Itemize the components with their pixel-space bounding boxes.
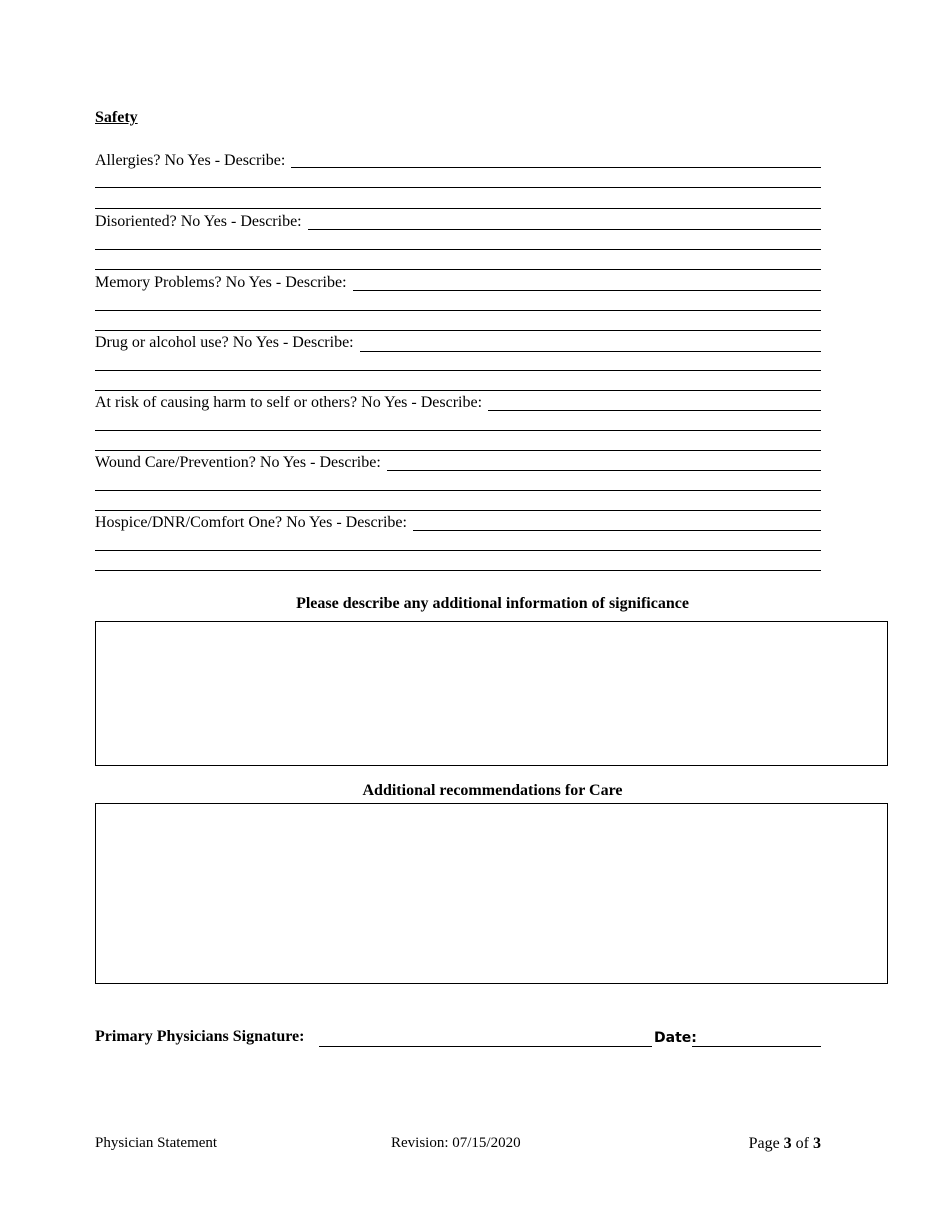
footer-revision: Revision: 07/15/2020 [391, 1135, 521, 1151]
question-label: Drug or alcohol use? No Yes - Describe: [95, 333, 360, 353]
answer-line[interactable] [95, 390, 821, 391]
question-label: Allergies? No Yes - Describe: [95, 151, 291, 171]
page-prefix: Page [748, 1135, 780, 1152]
recommendations-textarea[interactable] [95, 803, 888, 984]
page-of: of [795, 1135, 809, 1152]
recommendations-title: Additional recommendations for Care [362, 782, 623, 799]
date-label: Date: [654, 1030, 697, 1046]
question-label: Memory Problems? No Yes - Describe: [95, 273, 353, 293]
answer-line[interactable] [95, 208, 821, 209]
answer-line[interactable] [95, 570, 821, 571]
signature-line[interactable] [319, 1046, 652, 1047]
answer-line[interactable] [95, 430, 821, 431]
date-line[interactable] [692, 1046, 821, 1047]
footer-page-number [749, 1135, 821, 1153]
answer-line[interactable] [95, 249, 821, 250]
section-heading-safety: Safety [95, 109, 138, 126]
signature-label: Primary Physicians Signature: [95, 1028, 305, 1045]
question-label: Disoriented? No Yes - Describe: [95, 212, 308, 232]
answer-line[interactable] [95, 450, 821, 451]
question-label: Hospice/DNR/Comfort One? No Yes - Describe: [95, 513, 413, 533]
answer-line[interactable] [95, 370, 821, 371]
question-label: Wound Care/Prevention? No Yes - Describe: [95, 453, 387, 473]
question-label: At risk of causing harm to self or others? No Yes - Describe: [95, 393, 488, 413]
answer-line[interactable] [95, 550, 821, 551]
page-current: 3 [783, 1135, 792, 1152]
page-total: 3 [813, 1135, 821, 1152]
answer-line[interactable] [95, 510, 821, 511]
answer-line[interactable] [95, 269, 821, 270]
answer-line[interactable] [95, 310, 821, 311]
answer-line[interactable] [95, 330, 821, 331]
additional-info-title: Please describe any additional information of significance [296, 595, 689, 612]
answer-line[interactable] [95, 187, 821, 188]
footer-document-name: Physician Statement [95, 1135, 218, 1151]
answer-line[interactable] [95, 490, 821, 491]
additional-info-textarea[interactable] [95, 621, 888, 766]
